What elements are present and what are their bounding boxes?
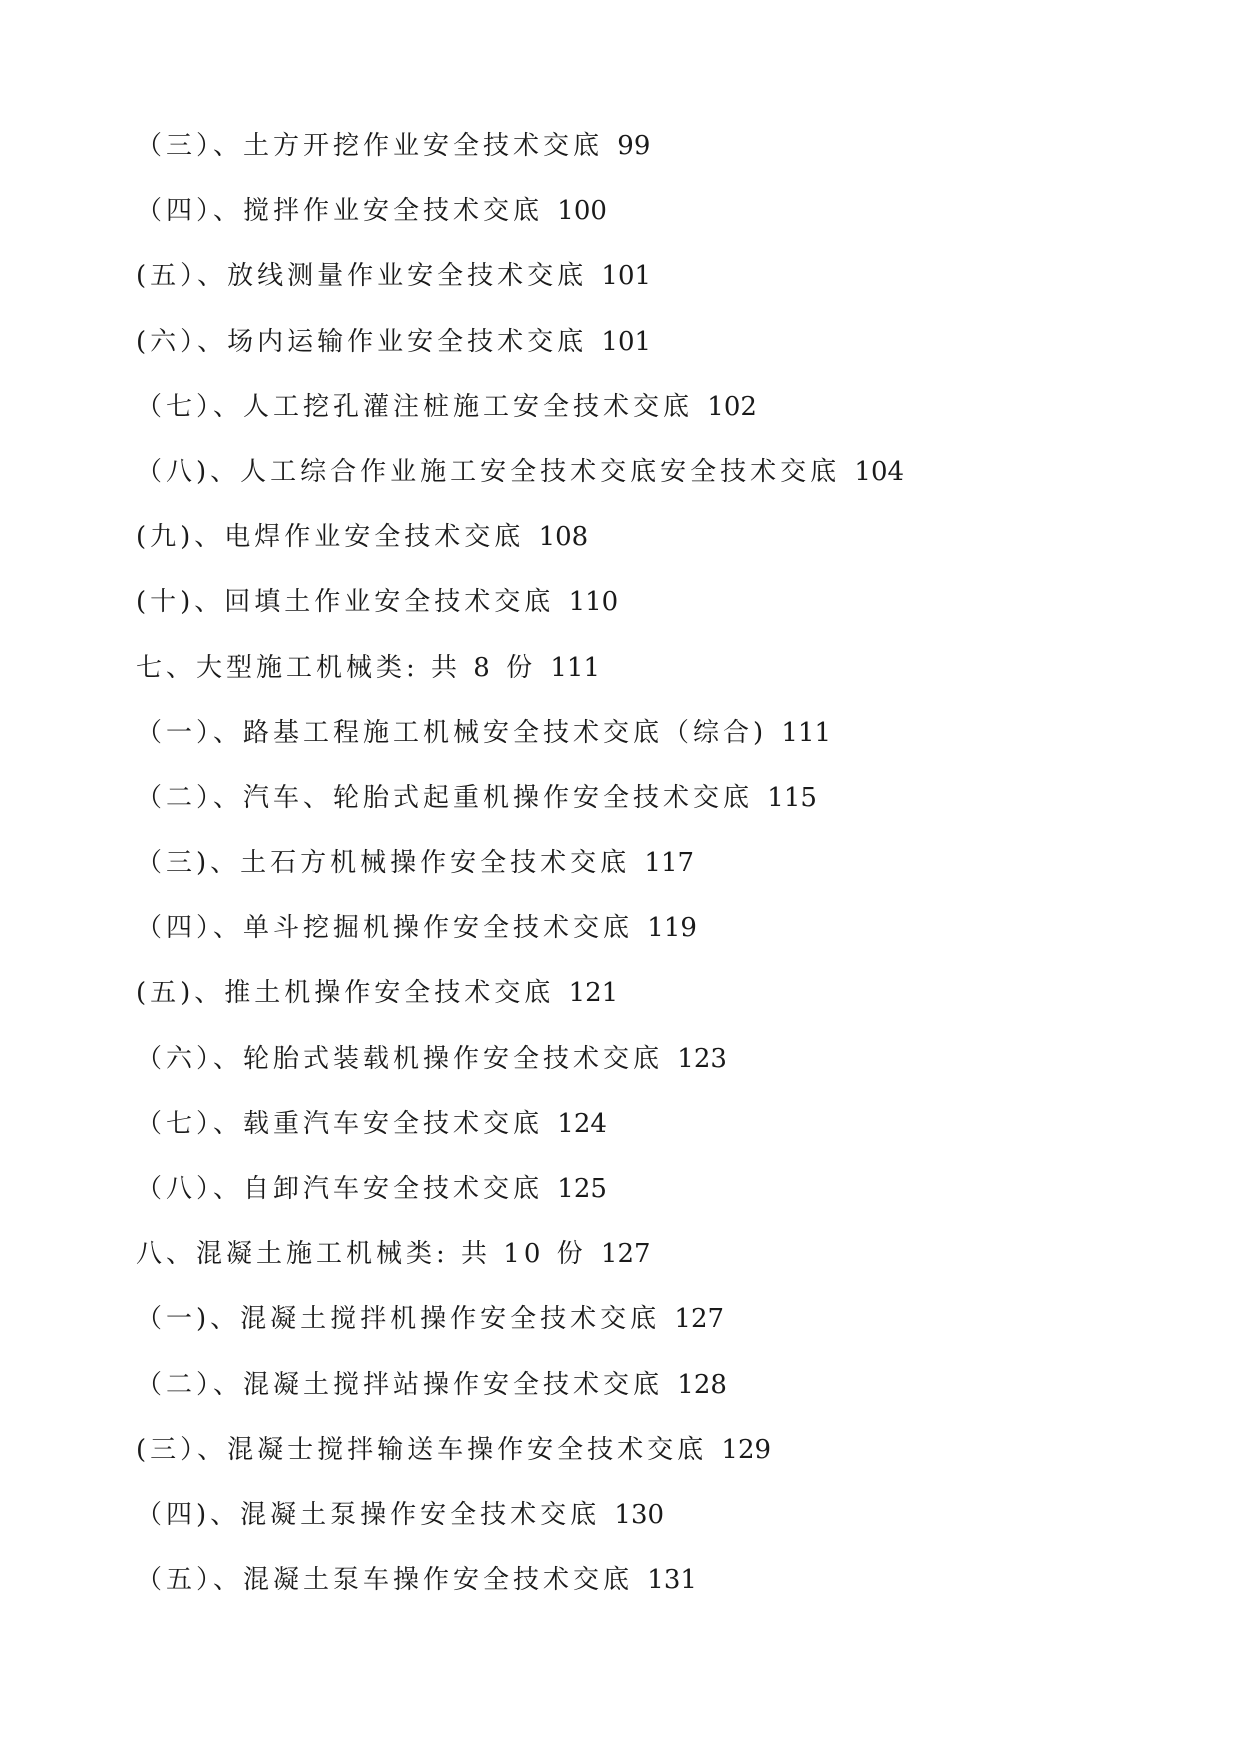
toc-entry[interactable] xyxy=(136,906,1136,971)
toc-entry-page: 104 xyxy=(854,456,905,487)
toc-entry-title: (三）、混凝士搅拌输送车操作安全技术交底 xyxy=(136,1434,708,1465)
toc-entry-title: （三）、土方开挖作业安全技术交底 xyxy=(136,131,604,161)
toc-entry[interactable] xyxy=(136,450,1136,515)
toc-entry-title: （三)、土石方机械操作安全技术交底 xyxy=(136,848,631,879)
toc-entry[interactable] xyxy=(136,1493,1136,1558)
toc-entry-page: 110 xyxy=(568,587,619,618)
toc-entry-title: （四）、单斗挖掘机操作安全技术交底 xyxy=(136,913,634,944)
toc-entry[interactable] xyxy=(136,385,1136,450)
toc-entry[interactable] xyxy=(136,515,1136,580)
toc-entry-page: 123 xyxy=(677,1043,727,1074)
toc-entry[interactable] xyxy=(136,320,1136,385)
toc-entry-page: 128 xyxy=(677,1369,727,1400)
toc-entry-title: （二）、汽车、轮胎式起重机操作安全技术交底 xyxy=(136,782,754,813)
toc-entry[interactable] xyxy=(136,1167,1136,1232)
toc-entry[interactable] xyxy=(136,254,1136,319)
toc-entry-title: （一)、混凝土搅拌机操作安全技术交底 xyxy=(136,1304,661,1335)
toc-entry-page: 117 xyxy=(644,848,695,879)
toc-entry-title: （二）、混凝土搅拌站操作安全技术交底 xyxy=(136,1369,664,1400)
toc-entry-page: 108 xyxy=(538,522,589,553)
toc-entry-page: 125 xyxy=(557,1174,607,1204)
toc-entry-title: （六）、轮胎式装载机操作安全技术交底 xyxy=(136,1043,664,1074)
toc-entry[interactable] xyxy=(136,1558,1136,1623)
toc-entry-page: 99 xyxy=(617,131,651,161)
toc-entry-title: （四)、混凝土泵操作安全技术交底 xyxy=(136,1499,601,1530)
toc-entry[interactable] xyxy=(136,1297,1136,1362)
toc-entry-page: 100 xyxy=(557,196,607,227)
toc-entry[interactable] xyxy=(136,124,1136,189)
toc-entry-title: 八、混凝土施工机械类: 共 10 份 xyxy=(136,1239,587,1270)
toc-entry-page: 121 xyxy=(568,978,619,1009)
toc-entry-page: 130 xyxy=(614,1499,665,1530)
toc-entry-title: （五）、混凝土泵车操作安全技术交底 xyxy=(136,1565,634,1596)
toc-entry-page: 102 xyxy=(707,391,757,422)
toc-entry[interactable] xyxy=(136,1428,1136,1493)
table-of-contents xyxy=(136,124,1136,1623)
toc-entry-title: (十)、回填土作业安全技术交底 xyxy=(136,587,555,618)
toc-section-heading[interactable] xyxy=(136,646,1136,711)
toc-entry[interactable] xyxy=(136,189,1136,254)
toc-entry-title: （七）、载重汽车安全技术交底 xyxy=(136,1108,544,1139)
toc-entry-page: 129 xyxy=(721,1434,772,1465)
toc-entry-title: （七）、人工挖孔灌注桩施工安全技术交底 xyxy=(136,391,694,422)
toc-entry-title: (九)、电焊作业安全技术交底 xyxy=(136,522,525,553)
toc-entry-title: （八）、自卸汽车安全技术交底 xyxy=(136,1174,544,1204)
toc-entry-title: 七、大型施工机械类: 共 8 份 xyxy=(136,652,537,683)
toc-entry-page: 101 xyxy=(601,261,652,292)
toc-entry-page: 101 xyxy=(601,326,652,357)
toc-entry[interactable] xyxy=(136,1102,1136,1167)
toc-section-heading[interactable] xyxy=(136,1232,1136,1297)
toc-entry-title: （八)、人工综合作业施工安全技术交底安全技术交底 xyxy=(136,456,841,487)
toc-entry-page: 131 xyxy=(647,1565,697,1596)
toc-entry-page: 119 xyxy=(647,913,697,944)
toc-entry-title: (五)、推土机操作安全技术交底 xyxy=(136,978,555,1009)
toc-entry-page: 127 xyxy=(600,1239,651,1270)
toc-entry-page: 115 xyxy=(767,782,817,813)
toc-entry-title: （四）、搅拌作业安全技术交底 xyxy=(136,196,544,227)
toc-entry[interactable] xyxy=(136,711,1136,776)
toc-entry-title: （一）、路基工程施工机械安全技术交底（综合) xyxy=(136,717,768,748)
toc-entry[interactable] xyxy=(136,971,1136,1036)
toc-entry[interactable] xyxy=(136,776,1136,841)
toc-entry-page: 127 xyxy=(674,1304,725,1335)
toc-entry-title: (六）、场内运输作业安全技术交底 xyxy=(136,326,588,357)
toc-entry[interactable] xyxy=(136,1363,1136,1428)
toc-entry-page: 111 xyxy=(550,652,601,683)
toc-entry[interactable] xyxy=(136,841,1136,906)
toc-entry-page: 124 xyxy=(557,1108,607,1139)
toc-entry[interactable] xyxy=(136,580,1136,645)
toc-entry[interactable] xyxy=(136,1037,1136,1102)
toc-entry-page: 111 xyxy=(781,717,832,748)
toc-entry-title: (五）、放线测量作业安全技术交底 xyxy=(136,261,588,292)
